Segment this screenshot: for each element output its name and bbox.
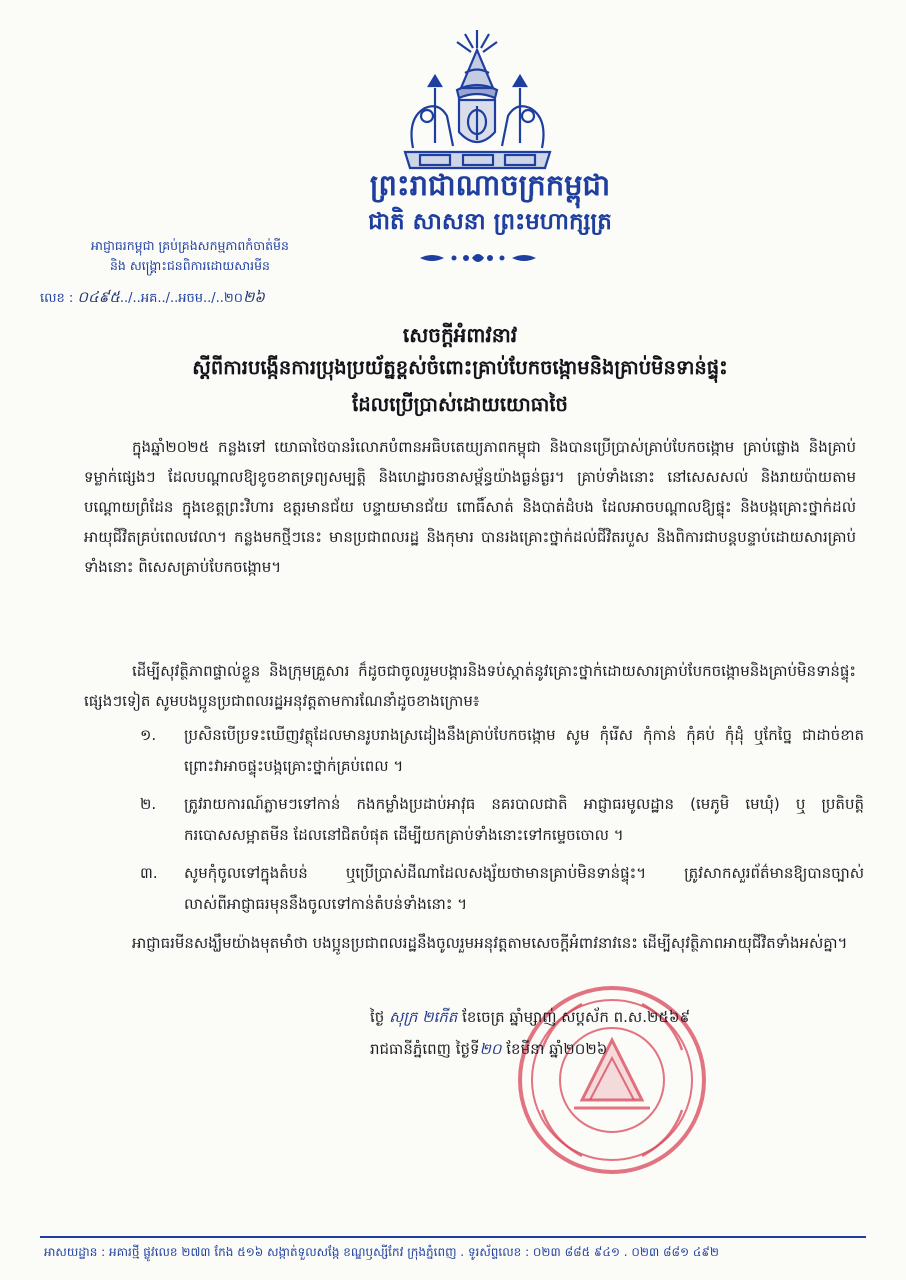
guidance-list bbox=[84, 720, 864, 927]
letter-number-handwritten: ០៤៩៥ bbox=[77, 288, 120, 306]
ornament-divider-icon bbox=[418, 250, 538, 266]
footer-divider bbox=[40, 1236, 866, 1238]
list-item bbox=[84, 858, 864, 920]
document-subject-line-1: ស្តីពីការបង្កើនការប្រុងប្រយ័ត្នខ្ពស់ចំពោះគ្រាប់បែកចង្កោមនិងគ្រាប់មិនទាន់ផ្ទុះ bbox=[192, 356, 728, 379]
letter-number-rest: ../..អគ../..អចម../..២០ bbox=[119, 291, 243, 306]
lunar-date bbox=[370, 1008, 870, 1030]
list-item-number: ៣. bbox=[140, 864, 158, 882]
list-item-text: ប្រសិនបើប្រទះឃើញវត្ថុដែលមានរូបរាងស្រដៀងនឹងគ្រាប់បែកចង្កោម សូម កុំរើស កុំកាន់ កុំគប់ កុំដុំ ឬកែច្នៃ ជាដាច់ខាត ព្រោះវាអាចផ្ទុះបង្កគ្រោះថ្នាក់គ្រប់ពេល ។ bbox=[184, 726, 864, 775]
lunar-date-rest: ខែចេត្រ ឆ្នាំម្សាញ់ សប្តស័ក ព.ស.២៥៦៩ bbox=[462, 1008, 691, 1026]
solar-date-handwritten: ២០ bbox=[479, 1040, 502, 1058]
list-item-number: ២. bbox=[140, 795, 157, 813]
list-item bbox=[84, 789, 864, 851]
royal-emblem-icon bbox=[395, 28, 560, 176]
issuing-authority bbox=[40, 236, 340, 276]
document-subject-line-2: ដែលប្រើប្រាស់ដោយយោធាថៃ bbox=[352, 393, 568, 416]
list-item-text: សូមកុំចូលទៅក្នុងតំបន់ ឬប្រើប្រាស់ដីណាដែលសង្ស័យថាមានគ្រាប់មិនទាន់ផ្ទុះ។ ត្រូវសាកសួរព័ត៌មានឱ្យបានច្បាស់លាស់ពីអាជ្ញាធរមុននឹងចូលទៅកាន់តំបន់ទាំងនោះ ។ bbox=[184, 864, 864, 913]
letter-number-prefix: លេខ : bbox=[40, 291, 74, 306]
list-item-text: ត្រូវរាយការណ៍ភ្លាមៗទៅកាន់ កងកម្លាំងប្រដាប់អាវុធ នគរបាលជាតិ អាជ្ញាធរមូលដ្ឋាន (មេភូមិ មេឃុំ) ឬ ប្រតិបត្តិករបោសសម្អាតមីន ដែលនៅជិតបំផុត ដើម្បីយកគ្រាប់ទាំងនោះទៅកម្ទេចចោល ។ bbox=[184, 795, 864, 844]
authority-line-2: និង សង្គ្រោះជនពិការដោយសារមីន bbox=[110, 258, 270, 273]
solar-date bbox=[370, 1040, 870, 1062]
body-paragraph-2: ដើម្បីសុវត្ថិភាពផ្ទាល់ខ្លួន និងក្រុមគ្រួសារ ក៏ដូចជាចូលរួមបង្ការនិងទប់ស្កាត់នូវគ្រោះថ្នាក់ដោយសារគ្រាប់បែកចង្កោមនិងគ្រាប់មិនទាន់ផ្ទុះផ្សេងៗទៀត សូមបងប្អូនប្រជាពលរដ្ឋអនុវត្តតាមការណែនាំដូចខាងក្រោម៖ bbox=[84, 662, 856, 710]
body-paragraph-3: អាជ្ញាធរមីនសង្ឃឹមយ៉ាងមុតមាំថា បងប្អូនប្រជាពលរដ្ឋនឹងចូលរួមអនុវត្តតាមសេចក្តីអំពាវនាវនេះ ដើម្បីសុវត្ថិភាពអាយុជីវិតទាំងអស់គ្នា។ bbox=[132, 934, 848, 952]
solar-date-prefix: រាជធានីភ្នំពេញ ថ្ងៃទី bbox=[370, 1040, 480, 1058]
document-title: សេចក្តីអំពាវនាវ bbox=[402, 323, 518, 347]
authority-line-1: អាជ្ញាធរកម្ពុជា គ្រប់គ្រងសកម្មភាពកំចាត់មីន bbox=[91, 238, 289, 253]
solar-date-rest: ខែមីនា ឆ្នាំ២០២៦ bbox=[506, 1040, 608, 1058]
list-item-number: ១. bbox=[140, 726, 157, 744]
national-motto: ជាតិ សាសនា ព្រះមហាក្សត្រ bbox=[368, 208, 612, 235]
body-paragraph-1: ក្នុងឆ្នាំ២០២៥ កន្លងទៅ យោធាថៃបានរំលោភបំពានអធិបតេយ្យភាពកម្ពុជា និងបានប្រើប្រាស់គ្រាប់បែកចង្កោម គ្រាប់ផ្លោង និងគ្រាប់ទម្លាក់ផ្សេងៗ ដែលបណ្តាលឱ្យខូចខាតទ្រព្យសម្បត្តិ និងហេដ្ឋារចនាសម្ព័ន្ធយ៉ាងធ្ងន់ធ្ងរ។ គ្រាប់ទាំងនោះ នៅសេសសល់ និងរាយប៉ាយតាមបណ្តោយព្រំដែន ក្នុងខេត្តព្រះវិហារ ឧត្តរមានជ័យ បន្ទាយមានជ័យ ពោធិ៍សាត់ និងបាត់ដំបង ដែលអាចបណ្តាលឱ្យផ្ទុះ និងបង្កគ្រោះថ្នាក់ដល់អាយុជីវិតគ្រប់ពេលវេលា។ កន្លងមកថ្មីៗនេះ មានប្រជាពលរដ្ឋ និងកុមារ បានរងគ្រោះថ្នាក់ដល់ជីវិតរបួស និងពិការជាបន្តបន្ទាប់ដោយសារគ្រាប់ទាំងនោះ ពិសេសគ្រាប់បែកចង្កោម។ bbox=[84, 438, 856, 576]
footer-address: អាសយដ្ឋាន : អគារថ្មី ផ្លូវលេខ ២៧៣ កែង ៥១៦ សង្កាត់ទួលសង្កែ ខណ្ឌឫស្សីកែវ ក្រុងភ្នំពេញ . ទូរស័ព្ទលេខ : ០២៣ ៨៨៥ ៩៤១ . ០២៣ ៨៨១ ៤៩២ bbox=[44, 1245, 720, 1259]
kingdom-heading: ព្រះរាជាណាចក្រកម្ពុជា bbox=[369, 168, 611, 202]
letter-number-year-handwritten: ២៦ bbox=[242, 288, 265, 306]
letter-number bbox=[40, 288, 360, 310]
list-item bbox=[84, 720, 864, 782]
lunar-date-handwritten: សុក្រ ២កើត bbox=[389, 1008, 458, 1026]
lunar-date-prefix: ថ្ងៃ bbox=[370, 1008, 385, 1026]
